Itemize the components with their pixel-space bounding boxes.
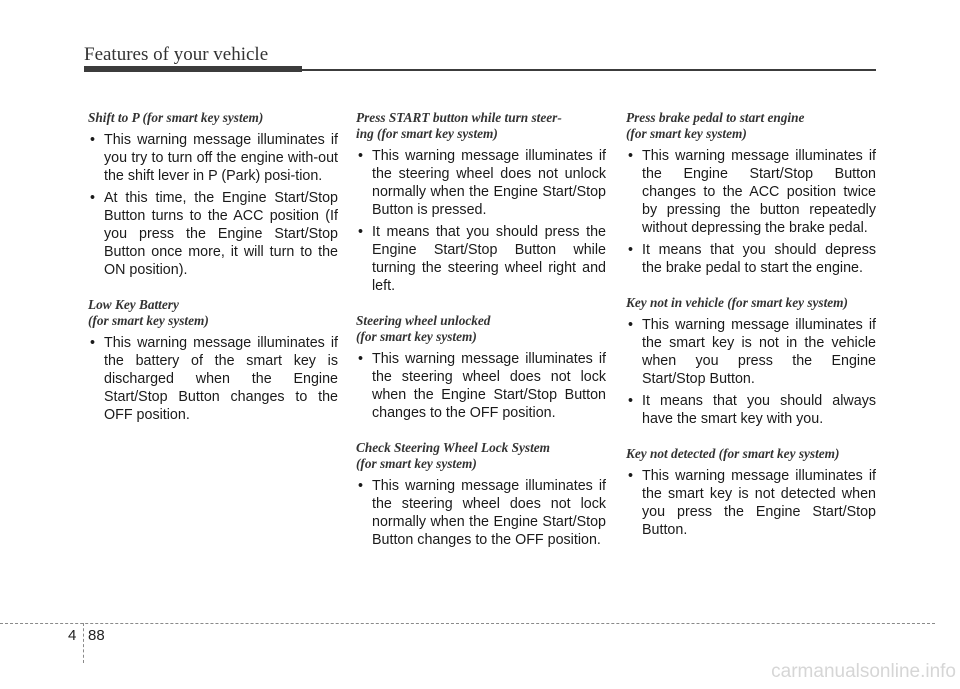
bullet-item: • This warning message illuminates if the steering wheel does not lock normally when the Engine Start/Stop Button changes to the OFF position. xyxy=(356,477,606,549)
heading-line: Check Steering Wheel Lock System xyxy=(356,440,551,455)
section-press-brake-pedal xyxy=(626,110,876,277)
section-press-start-button xyxy=(356,110,606,295)
bullet-item: • This warning message illuminates if the smart key is not detected when you press the Engine Start/Stop Button. xyxy=(626,467,876,539)
section-shift-to-p xyxy=(88,110,338,279)
bullet-item: • It means that you should press the Engine Start/Stop Button while turning the steering wheel right and left. xyxy=(356,223,606,295)
section-heading xyxy=(88,110,338,126)
chapter-number: 4 xyxy=(68,627,77,644)
heading-line: Press START button while turn steer- xyxy=(356,110,562,125)
section-check-steering-lock xyxy=(356,440,606,549)
footer-divider xyxy=(0,623,935,624)
section-heading xyxy=(356,110,606,142)
section-heading xyxy=(356,313,606,345)
bullet-list xyxy=(88,334,338,424)
bullet-item: • This warning message illuminates if the smart key is not in the vehicle when you press the Engine Start/Stop Button. xyxy=(626,316,876,388)
heading-line: (for smart key system) xyxy=(356,456,477,471)
section-heading xyxy=(626,295,876,311)
section-heading xyxy=(626,446,876,462)
heading-line: (for smart key system) xyxy=(356,329,477,344)
heading-line: (for smart key system) xyxy=(626,126,747,141)
bullet-list xyxy=(356,147,606,295)
bullet-list xyxy=(626,147,876,277)
column-2 xyxy=(356,110,606,567)
footer-page-divider xyxy=(83,623,84,663)
bullet-item: • This warning message illuminates if you try to turn off the engine with-out the shift lever in P (Park) posi-tion. xyxy=(88,131,338,185)
heading-line: (for smart key system) xyxy=(88,313,209,328)
bullet-item: • At this time, the Engine Start/Stop Button turns to the ACC position (If you press the Engine Start/Stop Button once more, it will turn to the ON position). xyxy=(88,189,338,279)
bullet-list xyxy=(88,131,338,279)
heading-line: Key not detected (for smart key system) xyxy=(626,446,840,461)
bullet-list xyxy=(356,477,606,549)
section-heading xyxy=(88,297,338,329)
column-3 xyxy=(626,110,876,557)
bullet-item: • It means that you should always have the smart key with you. xyxy=(626,392,876,428)
heading-line: ing (for smart key system) xyxy=(356,126,498,141)
bullet-item: • It means that you should depress the brake pedal to start the engine. xyxy=(626,241,876,277)
bullet-item: • This warning message illuminates if the steering wheel does not unlock normally when the Engine Start/Stop Button is pressed. xyxy=(356,147,606,219)
bullet-list xyxy=(626,316,876,428)
section-low-key-battery xyxy=(88,297,338,424)
header-rule-thin xyxy=(302,69,876,71)
column-1 xyxy=(88,110,338,442)
bullet-list xyxy=(626,467,876,539)
heading-line: Low Key Battery xyxy=(88,297,179,312)
watermark: carmanualsonline.info xyxy=(771,661,956,682)
section-key-not-detected xyxy=(626,446,876,539)
heading-line: Press brake pedal to start engine xyxy=(626,110,805,125)
section-key-not-in-vehicle xyxy=(626,295,876,428)
header-rule-thick xyxy=(84,66,302,72)
bullet-item: • This warning message illuminates if the steering wheel does not lock when the Engine Start/Stop Button changes to the OFF position. xyxy=(356,350,606,422)
page-header-title: Features of your vehicle xyxy=(84,44,269,65)
bullet-item: • This warning message illuminates if the battery of the smart key is discharged when the Engine Start/Stop Button changes to the OFF position. xyxy=(88,334,338,424)
page-number: 88 xyxy=(88,627,105,644)
section-heading xyxy=(626,110,876,142)
heading-line: Shift to P (for smart key system) xyxy=(88,110,264,125)
bullet-list xyxy=(356,350,606,422)
bullet-item: • This warning message illuminates if the Engine Start/Stop Button changes to the ACC position twice by pressing the button repeatedly without depressing the brake pedal. xyxy=(626,147,876,237)
heading-line: Steering wheel unlocked xyxy=(356,313,491,328)
section-steering-unlocked xyxy=(356,313,606,422)
section-heading xyxy=(356,440,606,472)
heading-line: Key not in vehicle (for smart key system) xyxy=(626,295,848,310)
